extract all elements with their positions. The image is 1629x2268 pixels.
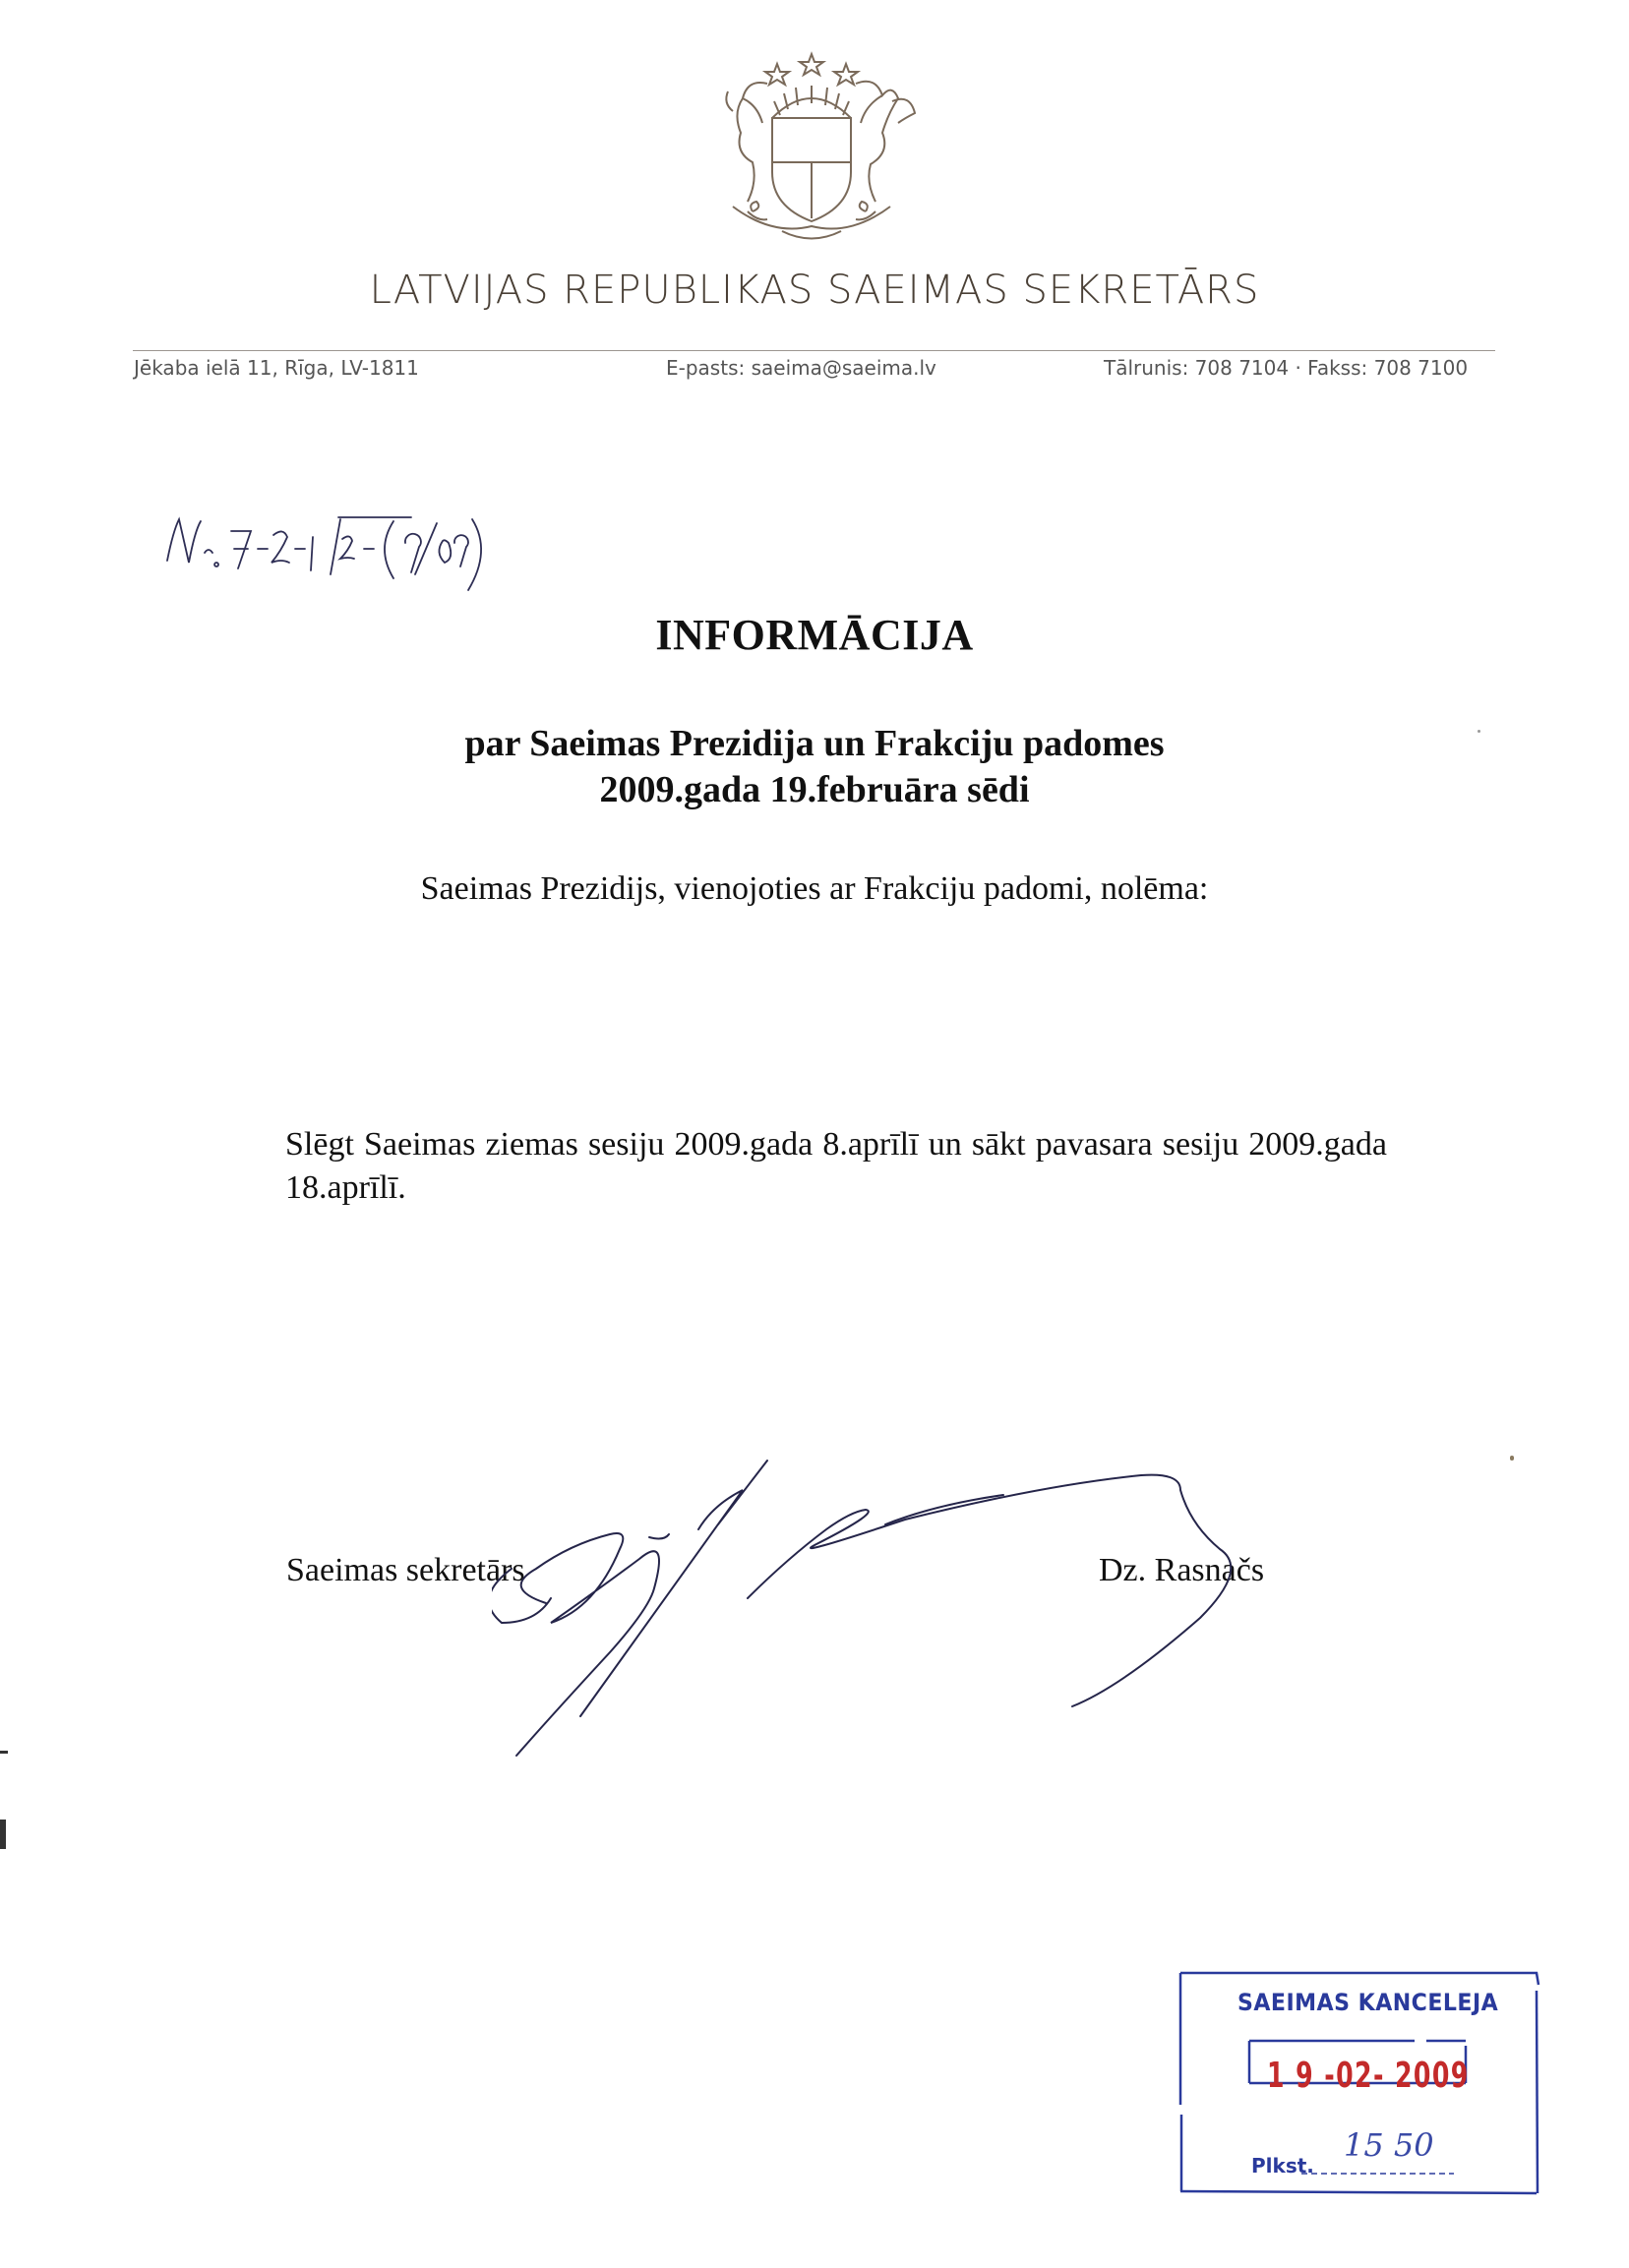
- scan-speck: [1510, 1456, 1514, 1461]
- document-title: INFORMĀCIJA: [655, 611, 974, 659]
- stamp-time-label: Plkst.: [1251, 2154, 1314, 2178]
- document-decision: Slēgt Saeimas ziemas sesiju 2009.gada 8.aprīlī un sākt pavasara sesiju 2009.gada 18.aprīlī.: [285, 1126, 1387, 1206]
- signatory-name: Dz. Rasnačs: [1099, 1552, 1265, 1588]
- signatory-role: Saeimas sekretārs: [286, 1552, 525, 1588]
- stamp-time-value: 15 50: [1344, 2126, 1434, 2164]
- document-intro: Saeimas Prezidijs, vienojoties ar Frakciju padomi, nolēma:: [420, 870, 1209, 907]
- letterhead-address: Jēkaba ielā 11, Rīga, LV-1811: [134, 356, 419, 380]
- letterhead-email: E-pasts: saeima@saeima.lv: [666, 356, 936, 380]
- scan-speck: [1478, 730, 1480, 733]
- scan-edge-mark: [0, 1751, 8, 1754]
- letterhead-divider: [133, 350, 1495, 351]
- document-subtitle-line2: 2009.gada 19.februāra sēdi: [599, 769, 1030, 810]
- document-subtitle-line1: par Saeimas Prezidija un Frakciju padomes: [464, 723, 1165, 764]
- letterhead-phone: Tālrunis: 708 7104 · Fakss: 708 7100: [1104, 356, 1469, 380]
- document-subtitle: [0, 721, 1629, 813]
- letterhead-title: LATVIJAS REPUBLIKAS SAEIMAS SEKRETĀRS: [369, 268, 1260, 313]
- handwritten-reference-number: [157, 492, 521, 600]
- scan-edge-mark: [0, 1820, 6, 1849]
- coat-of-arms: [664, 25, 959, 251]
- stamp-title: SAEIMAS KANCELEJA: [1237, 1989, 1499, 2016]
- stamp-date: 1 9 -02- 2009: [1267, 2056, 1470, 2096]
- handwritten-signature: [492, 1451, 1476, 1815]
